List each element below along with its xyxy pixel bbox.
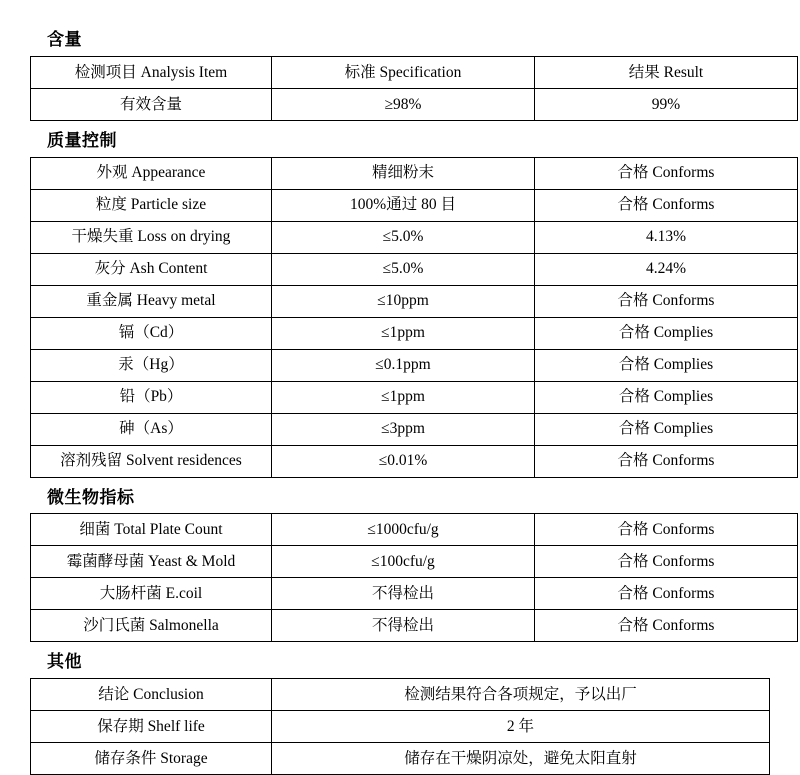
section-title-other: 其他 bbox=[47, 652, 82, 672]
table-cell-spec: 标准 Specification bbox=[272, 56, 535, 88]
table-cell-item: 保存期 Shelf life bbox=[31, 711, 272, 743]
table-cell-item: 大肠杆菌 E.coil bbox=[31, 578, 272, 610]
table-cell-spec: ≤10ppm bbox=[272, 285, 535, 317]
table-cell-item: 汞（Hg） bbox=[31, 349, 272, 381]
table-row bbox=[31, 413, 798, 445]
table-cell-spec: 100%通过 80 目 bbox=[272, 189, 535, 221]
table-cell-item: 外观 Appearance bbox=[31, 157, 272, 189]
table-cell-item: 干燥失重 Loss on drying bbox=[31, 221, 272, 253]
table-row bbox=[31, 381, 798, 413]
table-cell-item: 有效含量 bbox=[31, 88, 272, 120]
table-cell-value: 2 年 bbox=[272, 711, 770, 743]
table-cell-spec: 不得检出 bbox=[272, 578, 535, 610]
table-cell-result: 合格 Complies bbox=[535, 317, 798, 349]
table-cell-result: 4.13% bbox=[535, 221, 798, 253]
table-cell-item: 溶剂残留 Solvent residences bbox=[31, 445, 272, 477]
table-row bbox=[31, 349, 798, 381]
table-cell-result: 合格 Conforms bbox=[535, 157, 798, 189]
content-table bbox=[30, 56, 798, 121]
table-cell-result: 合格 Conforms bbox=[535, 578, 798, 610]
table-cell-spec: ≤0.01% bbox=[272, 445, 535, 477]
table-row bbox=[31, 285, 798, 317]
table-cell-result: 99% bbox=[535, 88, 798, 120]
table-cell-spec: ≤1ppm bbox=[272, 317, 535, 349]
section-title-quality-control: 质量控制 bbox=[47, 130, 117, 150]
table-cell-spec: ≤0.1ppm bbox=[272, 349, 535, 381]
table-cell-spec: ≤1ppm bbox=[272, 381, 535, 413]
table-row bbox=[31, 578, 798, 610]
table-row bbox=[31, 679, 770, 711]
other-table bbox=[30, 678, 770, 775]
table-cell-item: 重金属 Heavy metal bbox=[31, 285, 272, 317]
table-row bbox=[31, 546, 798, 578]
table-cell-result: 合格 Conforms bbox=[535, 189, 798, 221]
section-quality-control bbox=[30, 129, 770, 478]
table-row bbox=[31, 189, 798, 221]
table-cell-item: 砷（As） bbox=[31, 413, 272, 445]
table-cell-spec: ≥98% bbox=[272, 88, 535, 120]
table-cell-spec: 精细粉末 bbox=[272, 157, 535, 189]
table-cell-item: 霉菌酵母菌 Yeast & Mold bbox=[31, 546, 272, 578]
table-cell-result: 合格 Complies bbox=[535, 349, 798, 381]
table-cell-result: 合格 Complies bbox=[535, 413, 798, 445]
table-row bbox=[31, 157, 798, 189]
table-cell-item: 储存条件 Storage bbox=[31, 743, 272, 775]
table-cell-spec: ≤5.0% bbox=[272, 221, 535, 253]
table-cell-item: 细菌 Total Plate Count bbox=[31, 514, 272, 546]
table-cell-result: 合格 Conforms bbox=[535, 546, 798, 578]
table-row bbox=[31, 88, 798, 120]
table-row bbox=[31, 610, 798, 642]
section-other bbox=[30, 650, 770, 775]
table-row bbox=[31, 743, 770, 775]
table-cell-item: 粒度 Particle size bbox=[31, 189, 272, 221]
table-cell-result: 结果 Result bbox=[535, 56, 798, 88]
table-cell-spec: ≤1000cfu/g bbox=[272, 514, 535, 546]
table-row bbox=[31, 221, 798, 253]
table-cell-item: 检测项目 Analysis Item bbox=[31, 56, 272, 88]
table-cell-result: 合格 Conforms bbox=[535, 514, 798, 546]
section-title-microbiology: 微生物指标 bbox=[47, 487, 135, 507]
table-cell-spec: ≤5.0% bbox=[272, 253, 535, 285]
table-cell-spec: ≤100cfu/g bbox=[272, 546, 535, 578]
table-cell-item: 灰分 Ash Content bbox=[31, 253, 272, 285]
table-cell-spec: ≤3ppm bbox=[272, 413, 535, 445]
table-row bbox=[31, 56, 798, 88]
section-title-content: 含量 bbox=[47, 30, 82, 49]
quality-control-table bbox=[30, 157, 798, 478]
table-cell-result: 合格 Complies bbox=[535, 381, 798, 413]
table-cell-item: 结论 Conclusion bbox=[31, 679, 272, 711]
table-cell-value: 检测结果符合各项规定，予以出厂 bbox=[272, 679, 770, 711]
table-cell-item: 沙门氏菌 Salmonella bbox=[31, 610, 272, 642]
table-cell-result: 合格 Conforms bbox=[535, 285, 798, 317]
table-cell-spec: 不得检出 bbox=[272, 610, 535, 642]
table-cell-result: 合格 Conforms bbox=[535, 445, 798, 477]
table-cell-result: 4.24% bbox=[535, 253, 798, 285]
section-content bbox=[30, 28, 770, 121]
table-cell-value: 储存在干燥阴凉处，避免太阳直射 bbox=[272, 743, 770, 775]
table-row bbox=[31, 445, 798, 477]
table-row bbox=[31, 711, 770, 743]
table-row bbox=[31, 317, 798, 349]
microbiology-table bbox=[30, 513, 798, 642]
table-row bbox=[31, 253, 798, 285]
table-cell-item: 铅（Pb） bbox=[31, 381, 272, 413]
table-cell-result: 合格 Conforms bbox=[535, 610, 798, 642]
table-row bbox=[31, 514, 798, 546]
section-microbiology bbox=[30, 486, 770, 643]
table-cell-item: 镉（Cd） bbox=[31, 317, 272, 349]
